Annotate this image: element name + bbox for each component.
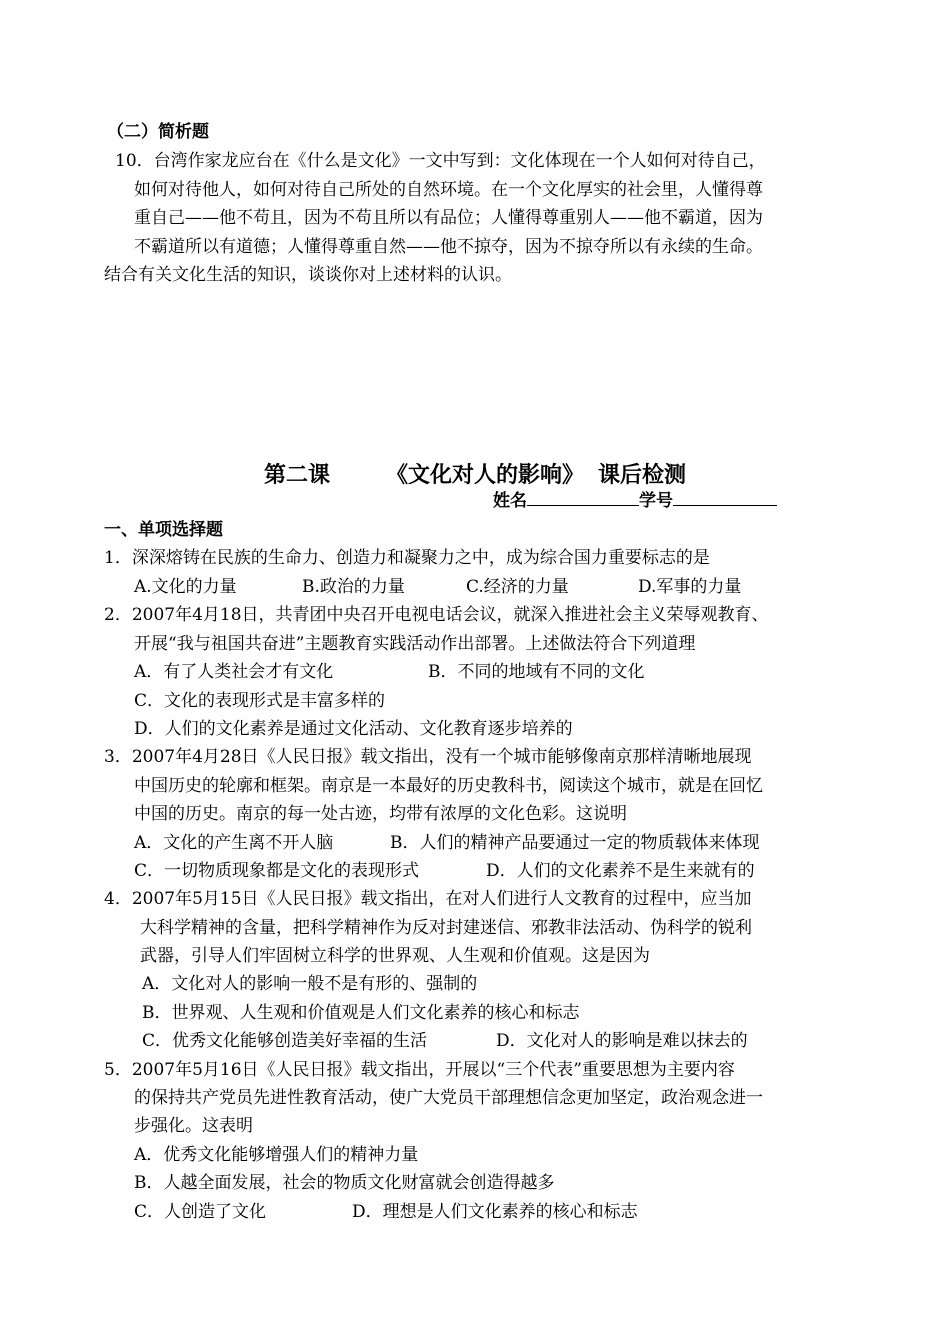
q3-stem-3: 中国的历史。南京的每一处古迹，均带有浓厚的文化色彩。这说明 (134, 804, 627, 824)
lesson-title-part2: 《文化对人的影响》 (385, 463, 584, 488)
q3-option-b: B．人们的精神产品要通过一定的物质载体来体现 (390, 833, 760, 853)
q5-option-a: A．优秀文化能够增强人们的精神力量 (134, 1145, 419, 1165)
student-info (493, 490, 777, 512)
q2-stem-2: 开展“我与祖国共奋进”主题教育实践活动作出部署。上述做法符合下列道理 (134, 634, 696, 654)
q4-option-d: D．文化对人的影响是难以抹去的 (496, 1031, 748, 1051)
q3-option-d: D．人们的文化素养不是生来就有的 (486, 861, 755, 881)
q10-line-1: 10．台湾作家龙应台在《什么是文化》一文中写到：文化体现在一个人如何对待自己， (115, 151, 766, 171)
section-heading-analysis: （二）简析题 (107, 122, 209, 142)
q2-option-a: A．有了人类社会才有文化 (134, 662, 334, 682)
name-blank[interactable] (527, 491, 639, 506)
q2-stem-1: 2．2007年4月18日，共青团中央召开电视电话会议，就深入推进社会主义荣辱观教育、 (104, 605, 769, 625)
lesson-title-part1: 第二课 (263, 463, 330, 488)
number-blank[interactable] (673, 491, 777, 506)
q4-stem-3: 武器，引导人们牢固树立科学的世界观、人生观和价值观。这是因为 (140, 946, 650, 966)
q1-option-b: B.政治的力量 (302, 577, 405, 597)
name-label: 姓名 (493, 491, 527, 511)
section-heading-choice: 一、单项选择题 (104, 520, 223, 540)
q5-option-b: B．人越全面发展，社会的物质文化财富就会创造得越多 (134, 1173, 555, 1193)
q1-option-c: C.经济的力量 (466, 577, 569, 597)
q5-option-c: C．人创造了文化 (134, 1202, 267, 1222)
q4-stem-2: 大科学精神的含量，把科学精神作为反对封建迷信、邪教非法活动、伪科学的锐利 (140, 918, 752, 938)
q10-line-4: 不霸道所以有道德；人懂得尊重自然——他不掠夺，因为不掠夺所以有永续的生命。 (134, 237, 763, 257)
q2-option-d: D．人们的文化素养是通过文化活动、文化教育逐步培养的 (134, 719, 573, 739)
q5-stem-3: 步强化。这表明 (134, 1116, 253, 1136)
lesson-title-part3: 课后检测 (598, 463, 687, 488)
q1-option-d: D.军事的力量 (638, 577, 742, 597)
q3-option-c: C．一切物质现象都是文化的表现形式 (134, 861, 420, 881)
q5-stem-2: 的保持共产党员先进性教育活动，使广大党员干部理想信念更加坚定，政治观念进一 (134, 1088, 763, 1108)
q4-stem-1: 4．2007年5月15日《人民日报》载文指出，在对人们进行人文教育的过程中，应当加 (104, 889, 752, 909)
q3-option-a: A．文化的产生离不开人脑 (134, 833, 334, 853)
q2-option-c: C．文化的表现形式是丰富多样的 (134, 691, 386, 711)
q3-stem-1: 3．2007年4月28日《人民日报》载文指出，没有一个城市能够像南京那样清晰地展现 (104, 747, 752, 767)
q4-option-a: A．文化对人的影响一般不是有形的、强制的 (142, 974, 478, 994)
q5-option-d: D．理想是人们文化素养的核心和标志 (352, 1202, 638, 1222)
q4-option-c: C．优秀文化能够创造美好幸福的生活 (142, 1031, 428, 1051)
q2-option-b: B．不同的地域有不同的文化 (428, 662, 645, 682)
number-label: 学号 (639, 491, 673, 511)
q3-stem-2: 中国历史的轮廓和框架。南京是一本最好的历史教科书，阅读这个城市，就是在回忆 (134, 776, 763, 796)
q1-option-a: A.文化的力量 (134, 577, 237, 597)
q1-stem: 1．深深熔铸在民族的生命力、创造力和凝聚力之中，成为综合国力重要标志的是 (104, 548, 710, 568)
q10-line-5: 结合有关文化生活的知识，谈谈你对上述材料的认识。 (104, 265, 512, 285)
q10-line-2: 如何对待他人，如何对待自己所处的自然环境。在一个文化厚实的社会里，人懂得尊 (134, 180, 763, 200)
q4-option-b: B．世界观、人生观和价值观是人们文化素养的核心和标志 (142, 1003, 580, 1023)
q10-line-3: 重自己——他不苟且，因为不苟且所以有品位；人懂得尊重别人——他不霸道，因为 (134, 208, 763, 228)
q5-stem-1: 5．2007年5月16日《人民日报》载文指出，开展以“三个代表”重要思想为主要内容 (104, 1060, 735, 1080)
lesson-title (0, 458, 950, 489)
